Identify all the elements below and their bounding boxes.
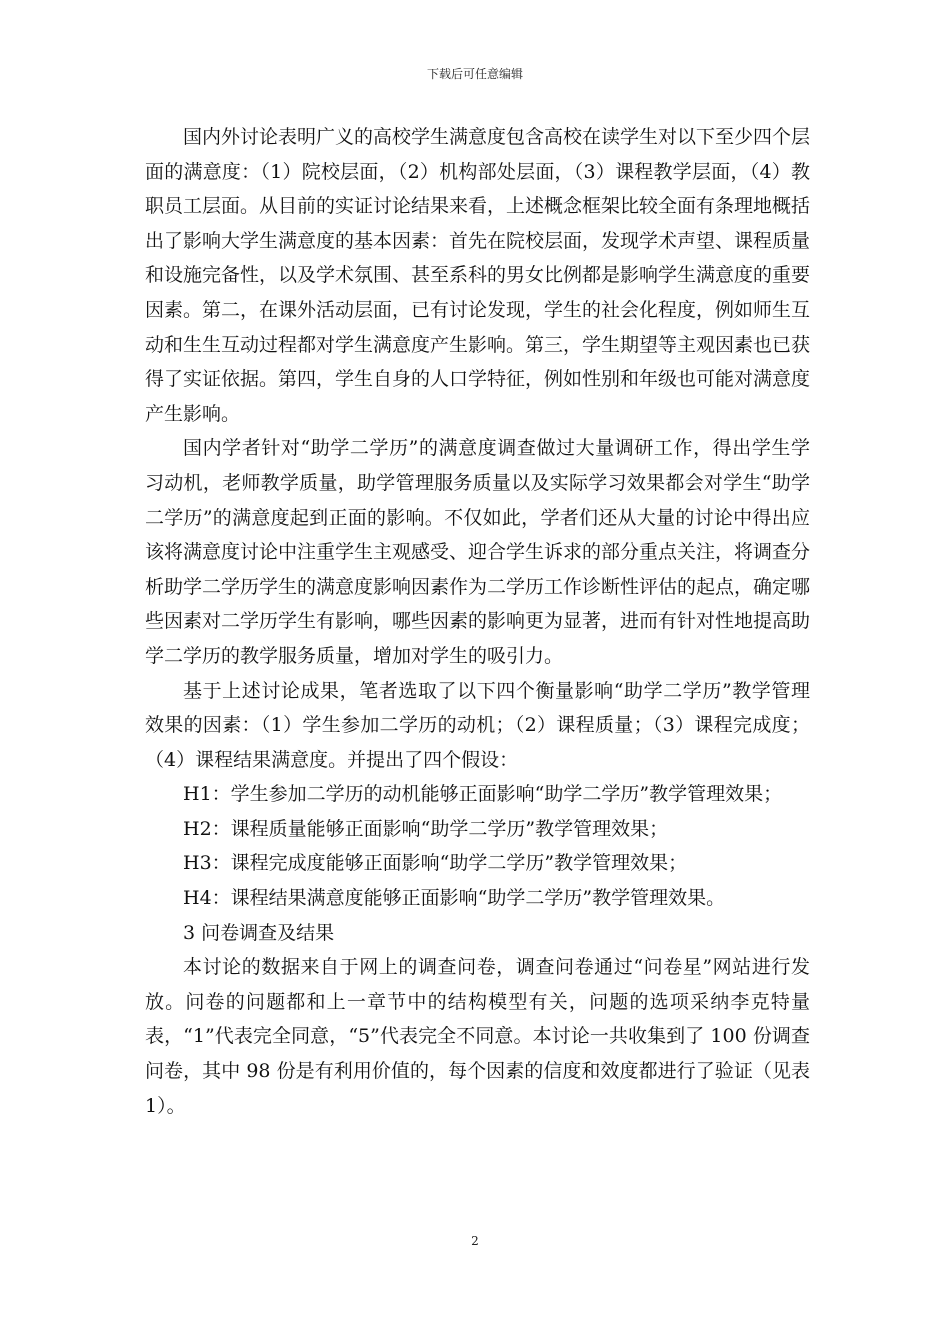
paragraph-selected-factors: 基于上述讨论成果，笔者选取了以下四个衡量影响“助学二学历”教学管理效果的因素：（1）学生参加二学历的动机；（2）课程质量；（3）课程完成度；（4）课程结果满意度。并提出了四个假设： — [145, 679, 810, 771]
hypothesis-h1: H1：学生参加二学历的动机能够正面影响“助学二学历”教学管理效果； — [183, 783, 783, 806]
page-header-note: 下载后可任意编辑 — [426, 67, 523, 81]
hypothesis-h4: H4：课程结果满意度能够正面影响“助学二学历”教学管理效果。 — [183, 887, 726, 910]
hypothesis-h3: H3：课程完成度能够正面影响“助学二学历”教学管理效果； — [183, 852, 688, 875]
section-title: 3 问卷调查及结果 — [183, 921, 335, 944]
page-number: 2 — [471, 1234, 479, 1248]
hypothesis-h2: H2：课程质量能够正面影响“助学二学历”教学管理效果； — [183, 817, 669, 840]
document-body — [145, 120, 810, 1123]
paragraph-domestic-research: 国内学者针对“助学二学历”的满意度调查做过大量调研工作，得出学生学习动机，老师教学质量，助学管理服务质量以及实际学习效果都会对学生“助学二学历”的满意度起到正面的影响。不仅如此，学者们还从大量的讨论中得出应该将满意度讨论中注重学生主观感受、迎合学生诉求的部分重点关注，将调查分析助学二学历学生的满意度影响因素作为二学历工作诊断性评估的起点，确定哪些因素对二学历学生有影响，哪些因素的影响更为显著，进而有针对性地提高助学二学历的教学服务质量，增加对学生的吸引力。 — [145, 437, 811, 667]
paragraph-survey-data: 本讨论的数据来自于网上的调查问卷，调查问卷通过“问卷星”网站进行发放。问卷的问题都和上一章节中的结构模型有关，问题的选项采纳李克特量表，“1”代表完全同意，“5”代表完全不同意。本讨论一共收集到了 100 份调查问卷，其中 98 份是有利用价值的，每个因素的信度和效度都进行了验证（见表 1）。 — [145, 956, 810, 1117]
paragraph-satisfaction-levels: 国内外讨论表明广义的高校学生满意度包含高校在读学生对以下至少四个层面的满意度：（1）院校层面，（2）机构部处层面，（3）课程教学层面，（4）教职员工层面。从目前的实证讨论结果来看，上述概念框架比较全面有条理地概括出了影响大学生满意度的基本因素：首先在院校层面，发现学术声望、课程质量和设施完备性，以及学术氛围、甚至系科的男女比例都是影响学生满意度的重要因素。第二，在课外活动层面，已有讨论发现，学生的社会化程度，例如师生互动和生生互动过程都对学生满意度产生影响。第三，学生期望等主观因素也已获得了实证依据。第四，学生自身的人口学特征，例如性别和年级也可能对满意度产生影响。 — [145, 126, 811, 425]
